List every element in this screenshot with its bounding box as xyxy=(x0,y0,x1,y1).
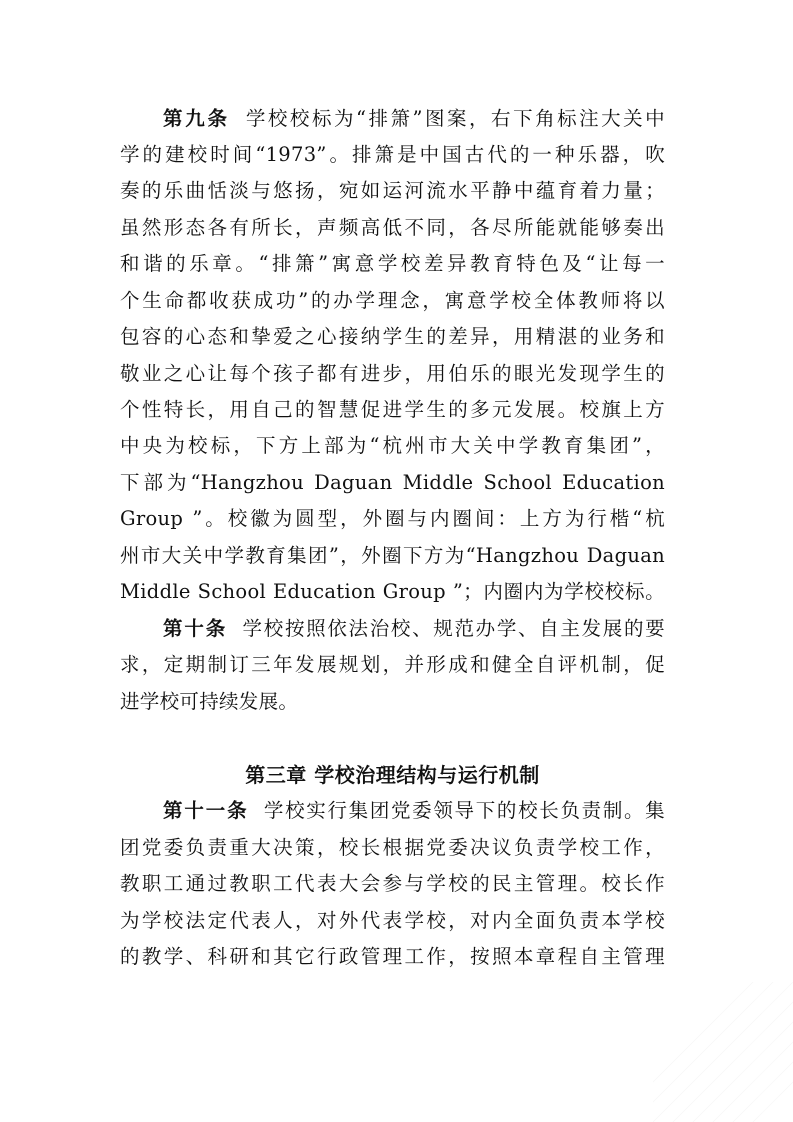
article-9-line-14: Middle School Education Group ”；内圈内为学校校标。 xyxy=(120,580,665,603)
article-11-text: 学校实行集团党委领导下的校长负责制。集 xyxy=(262,799,665,822)
chapter-heading: 第三章 学校治理结构与运行机制 xyxy=(245,763,540,787)
article-11-line-3: 教职工通过教职工代表大会参与学校的民主管理。校长作 xyxy=(120,872,665,895)
article-9-line-4: 虽然形态各有所长，声频高低不同，各尽所能就能够奏出 xyxy=(120,216,665,239)
article-9-text: 学校校标为“排箫”图案，右下角标注大关中 xyxy=(243,107,665,130)
article-11-line-4: 为学校法定代表人，对外代表学校，对内全面负责本学校 xyxy=(120,909,665,932)
article-10-number: 第十条 xyxy=(163,617,228,640)
article-9-line-8: 敬业之心让每个孩子都有进步，用伯乐的眼光发现学生的 xyxy=(120,362,665,385)
corner-pattern-decoration xyxy=(653,982,793,1122)
article-10-line-3: 进学校可持续发展。 xyxy=(120,690,299,713)
article-9-number: 第九条 xyxy=(163,107,230,130)
article-10-line-1 xyxy=(163,613,665,645)
article-11-line-1 xyxy=(163,795,665,827)
article-9-line-1 xyxy=(163,103,665,135)
article-11-number: 第十一条 xyxy=(163,799,249,822)
article-9-line-2: 学的建校时间“1973”。排箫是中国古代的一种乐器，吹 xyxy=(120,143,665,166)
article-11-line-5: 的教学、科研和其它行政管理工作，按照本章程自主管理 xyxy=(120,945,665,968)
article-9-line-10: 中央为校标，下方上部为“杭州市大关中学教育集团”， xyxy=(120,434,665,457)
article-10-line-2: 求，定期制订三年发展规划，并形成和健全自评机制，促 xyxy=(120,653,665,676)
article-9-line-7: 包容的心态和挚爱之心接纳学生的差异，用精湛的业务和 xyxy=(120,325,665,348)
article-9-line-11: 下部为“Hangzhou Daguan Middle School Education xyxy=(120,471,665,494)
article-9-line-12: Group ”。校徽为圆型，外圈与内圈间：上方为行楷“杭 xyxy=(120,507,665,530)
article-9-line-3: 奏的乐曲恬淡与悠扬，宛如运河流水平静中蕴育着力量； xyxy=(120,179,665,202)
article-9-line-9: 个性特长，用自己的智慧促进学生的多元发展。校旗上方 xyxy=(120,398,665,421)
article-9-line-6: 个生命都收获成功”的办学理念，寓意学校全体教师将以 xyxy=(120,289,665,312)
article-11-line-2: 团党委负责重大决策，校长根据党委决议负责学校工作， xyxy=(120,836,665,859)
article-9-line-13: 州市大关中学教育集团”，外圈下方为“Hangzhou Daguan xyxy=(120,544,665,567)
article-9-line-5: 和谐的乐章。“排箫”寓意学校差异教育特色及“让每一 xyxy=(120,252,665,275)
article-10-text: 学校按照依法治校、规范办学、自主发展的要 xyxy=(241,617,665,640)
